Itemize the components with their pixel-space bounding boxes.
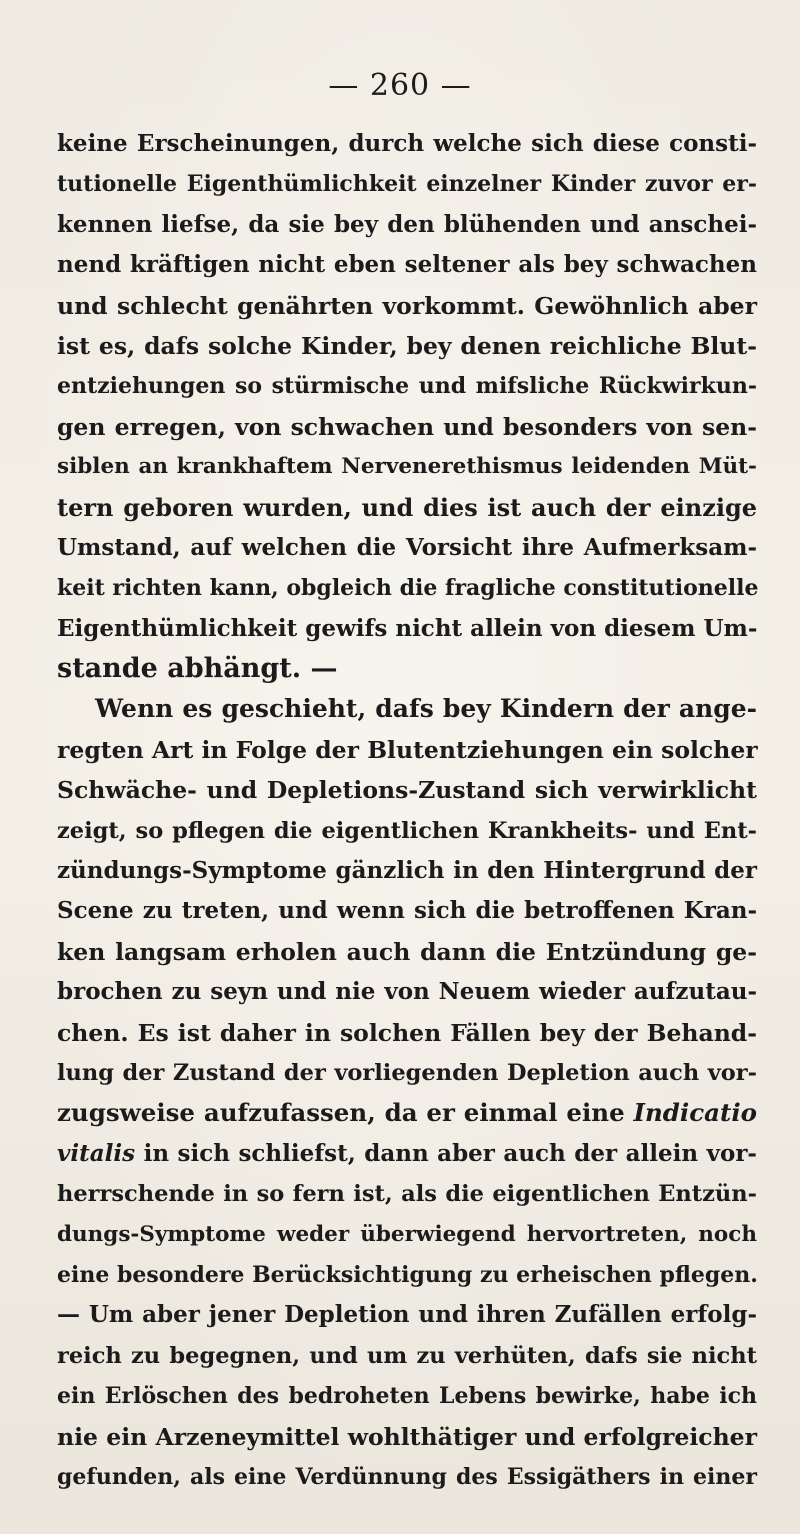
text-line: [57, 1134, 757, 1174]
text-line: nie ein Arzeneymittel wohlthätiger und erfolgreicher: [57, 1422, 757, 1451]
text-line: kennen liefse, da sie bey den blühenden und anschei-: [57, 210, 757, 238]
text-line: dungs-Symptome weder überwiegend hervortreten, noch: [57, 1221, 757, 1247]
text-line: Schwäche- und Depletions-Zustand sich verwirklicht: [57, 776, 757, 805]
text-line: brochen zu seyn und nie von Neuem wieder aufzutau-: [57, 978, 757, 1006]
paragraph-start-line: Wenn es geschieht, dafs bey Kindern der ange-: [95, 694, 757, 724]
page-number: — 260 —: [328, 68, 472, 103]
italic-term: Indicatio: [633, 1098, 758, 1128]
text-line: — Um aber jener Depletion und ihren Zufällen erfolg-: [57, 1301, 757, 1329]
text-line: und schlecht genährten vorkommt. Gewöhnlich aber: [57, 291, 757, 320]
text-line: Umstand, auf welchen die Vorsicht ihre Aufmerksam-: [57, 533, 757, 561]
text-line: chen. Es ist daher in solchen Fällen bey der Behand-: [57, 1018, 757, 1047]
text-line: keit richten kann, obgleich die fragliche constitutionelle: [57, 575, 759, 602]
body-text: [57, 124, 757, 1497]
text-line: entziehungen so stürmische und mifsliche Rückwirkun-: [57, 373, 757, 400]
italic-term: vitalis: [57, 1139, 136, 1167]
text-line: Scene zu treten, und wenn sich die betroffenen Kran-: [57, 897, 757, 925]
text-line: zeigt, so pflegen die eigentlichen Krankheits- und Ent-: [57, 817, 757, 844]
text-line: gefunden, als eine Verdünnung des Essigäthers in einer: [57, 1463, 757, 1490]
text-line: reich zu begegnen, und um zu verhüten, dafs sie nicht: [57, 1342, 757, 1369]
text-line: nend kräftigen nicht eben seltener als bey schwachen: [57, 251, 757, 279]
text-line: Eigenthümlichkeit gewifs nicht allein von diesem Um-: [57, 614, 758, 642]
text-line: stande abhängt. —: [57, 653, 338, 685]
text-line: lung der Zustand der vorliegenden Depletion auch vor-: [57, 1059, 757, 1086]
text-line: zündungs-Symptome gänzlich in den Hintergrund der: [57, 857, 757, 885]
text-line: ken langsam erholen auch dann die Entzündung ge-: [57, 937, 757, 966]
text-line: keine Erscheinungen, durch welche sich diese consti-: [57, 130, 757, 157]
text-segment: in sich schliefst, dann aber auch der allein vor-: [143, 1139, 757, 1167]
text-line: regten Art in Folge der Blutentziehungen ein solcher: [57, 735, 758, 764]
text-line: tern geboren wurden, und dies ist auch der einzige: [57, 492, 757, 522]
text-line: gen erregen, von schwachen und besonders von sen-: [57, 412, 757, 441]
text-segment: zugsweise aufzufassen, da er einmal eine: [57, 1098, 625, 1128]
text-line: eine besondere Berücksichtigung zu erheischen pflegen.: [57, 1261, 758, 1288]
text-line: siblen an krankhaftem Nervenerethismus leidenden Müt-: [57, 454, 757, 480]
text-line: tutionelle Eigenthümlichkeit einzelner Kinder zuvor er-: [57, 171, 757, 198]
text-line: ein Erlöschen des bedroheten Lebens bewirke, habe ich: [57, 1383, 757, 1410]
text-line: ist es, dafs solche Kinder, bey denen reichliche Blut-: [57, 331, 757, 360]
text-line: herrschende in so fern ist, als die eigentlichen Entzün-: [57, 1181, 757, 1208]
text-line: [57, 1093, 757, 1133]
